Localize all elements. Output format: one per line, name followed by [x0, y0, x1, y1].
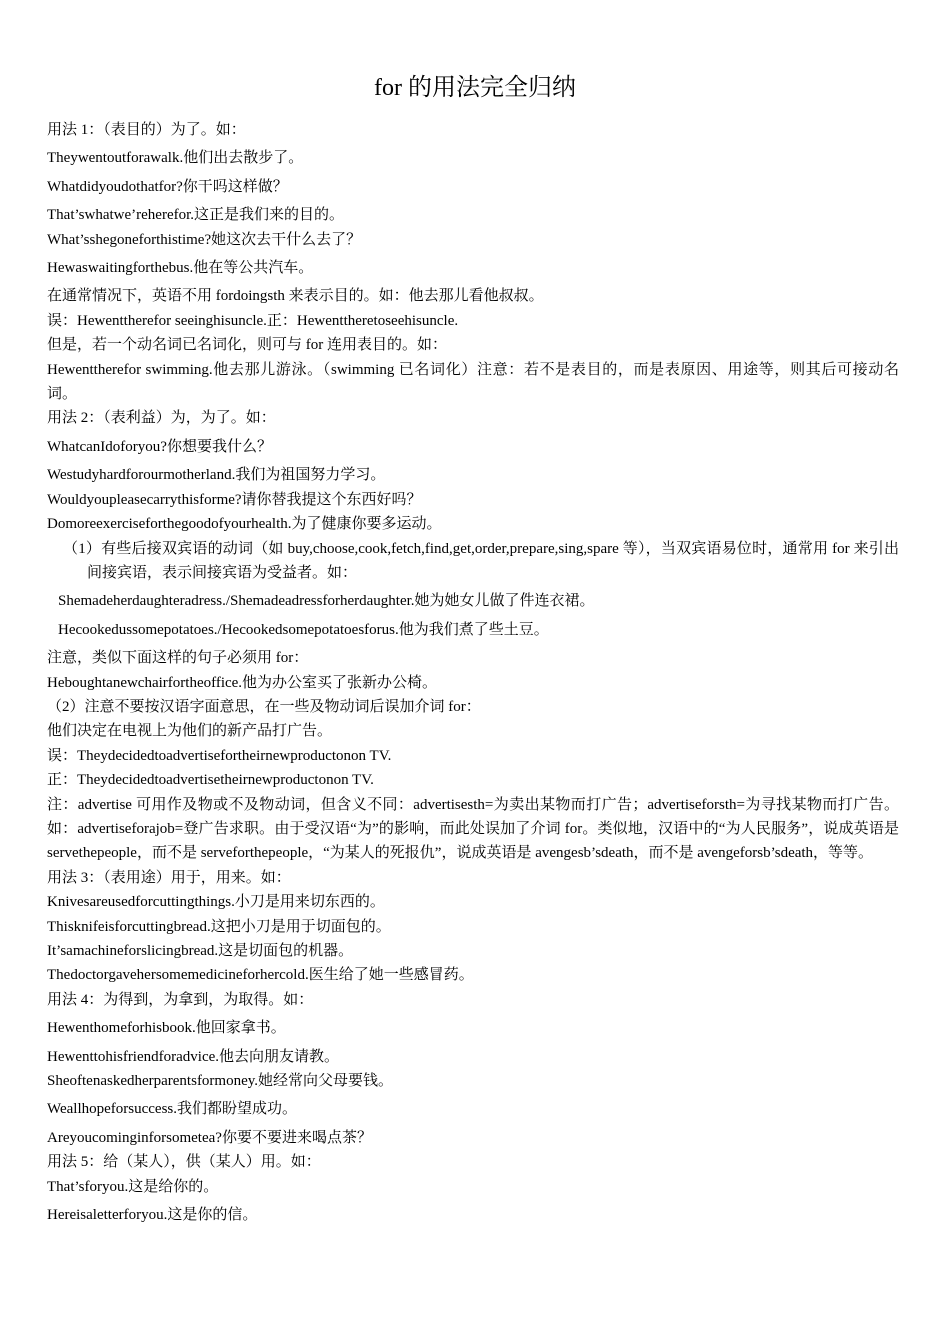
- example-line: Domoreexerciseforthegoodofyourhealth.为了健康你要多运动。: [47, 516, 442, 533]
- example-line: Sheoftenaskedherparentsformoney.她经常向父母要钱。: [47, 1073, 394, 1090]
- example-line: Weallhopeforsuccess.我们都盼望成功。: [47, 1101, 297, 1118]
- note-line: 误：Hewenttherefor seeinghisuncle.正：Hewenttheretoseehisuncle.: [47, 312, 459, 329]
- example-line: Hereisaletterforyou.这是你的信。: [47, 1207, 258, 1224]
- sub-point-1: （1）有些后接双宾语的动词（如 buy,choose,cook,fetch,find,get,order,prepare,sing,spare 等），当双宾语易位时，通常用 for 来引出间接宾语，表示间接宾语为受益者。如：: [63, 540, 899, 581]
- example-line: That’sforyou.这是给你的。: [47, 1178, 219, 1195]
- example-line: Westudyhardforourmotherland.我们为祖国努力学习。: [47, 467, 386, 484]
- usage-heading-3: 用法 3：（表用途）用于，用来。如：: [47, 869, 291, 886]
- example-line: Theywentoutforawalk.他们出去散步了。: [47, 150, 304, 167]
- document-body: [47, 118, 899, 1227]
- example-line: WhatcanIdoforyou?你想要我什么？: [47, 438, 272, 455]
- note-line: 他们决定在电视上为他们的新产品打广告。: [47, 723, 333, 740]
- example-line: Areyoucominginforsometea?你要不要进来喝点茶？: [47, 1129, 372, 1146]
- example-line: Wouldyoupleasecarrythisforme?请你替我提这个东西好吗？: [47, 491, 422, 508]
- note-line: 但是，若一个动名词已名词化，则可与 for 连用表目的。如：: [47, 337, 447, 354]
- note-line: 在通常情况下，英语不用 fordoingsth 来表示目的。如：他去那儿看他叔叔。: [47, 288, 544, 305]
- example-line: It’samachineforslicingbread.这是切面包的机器。: [47, 943, 354, 959]
- note-line: 注意，类似下面这样的句子必须用 for：: [47, 650, 309, 667]
- example-line: Hewenttohisfriendforadvice.他去向朋友请教。: [47, 1048, 340, 1065]
- usage-heading-4: 用法 4：为得到，为拿到，为取得。如：: [47, 991, 314, 1008]
- note-paragraph: Hewenttherefor swimming.他去那儿游泳。（swimming 已名词化）注意：若不是表目的，而是表原因、用途等，则其后可接动名词。: [47, 361, 899, 403]
- example-line: Whatdidyoudothatfor?你干吗这样做？: [47, 178, 288, 195]
- right-example: 正：Theydecidedtoadvertisetheirnewproductonon TV.: [47, 772, 374, 789]
- example-line: Thedoctorgavehersomemedicineforhercold.医生给了她一些感冒药。: [47, 967, 474, 984]
- document-title: for 的用法完全归纳: [374, 75, 576, 101]
- usage-heading-5: 用法 5：给（某人），供（某人）用。如：: [47, 1154, 321, 1171]
- note-paragraph: 注：advertise 可用作及物或不及物动词，但含义不同：advertisesth=为卖出某物而打广告；advertiseforsth=为寻找某物而打广告。如：advertiseforajob=登广告求职。由于受汉语“为”的影响，而此处误加了介词 for。类似地，汉语中的“为人民服务”，说成英语是 servethepeople，而不是 serveforthepeople，“为某人的死报仇”，说成英语是 avengesb’sdeath，而不是 avengeforsb’sdeath，等等。: [47, 796, 899, 862]
- example-line: Hewenthomeforhisbook.他回家拿书。: [47, 1020, 286, 1037]
- usage-heading-1: 用法 1：（表目的）为了。如：: [47, 122, 246, 138]
- example-line: Heboughtanewchairfortheoffice.他为办公室买了张新办公椅。: [47, 674, 438, 691]
- example-line: That’swhatwe’reherefor.这正是我们来的目的。: [47, 207, 345, 224]
- example-line: What’sshegoneforthistime?她这次去干什么去了？: [47, 231, 362, 248]
- example-line: Hewaswaitingforthebus.他在等公共汽车。: [47, 260, 314, 277]
- example-line: Knivesareusedforcuttingthings.小刀是用来切东西的。: [47, 894, 385, 911]
- example-line: Thisknifeisforcuttingbread.这把小刀是用于切面包的。: [47, 918, 391, 935]
- example-line: Shemadeherdaughteradress./Shemadeadressforherdaughter.她为她女儿做了件连衣裙。: [58, 593, 595, 610]
- sub-point-2: （2）注意不要按汉语字面意思，在一些及物动词后误加介词 for：: [47, 698, 481, 715]
- example-line: Hecookedussomepotatoes./Hecookedsomepotatoesforus.他为我们煮了些土豆。: [58, 621, 549, 638]
- usage-heading-2: 用法 2：（表利益）为，为了。如：: [47, 410, 276, 427]
- wrong-example: 误：Theydecidedtoadvertisefortheirnewproductonon TV.: [47, 747, 392, 764]
